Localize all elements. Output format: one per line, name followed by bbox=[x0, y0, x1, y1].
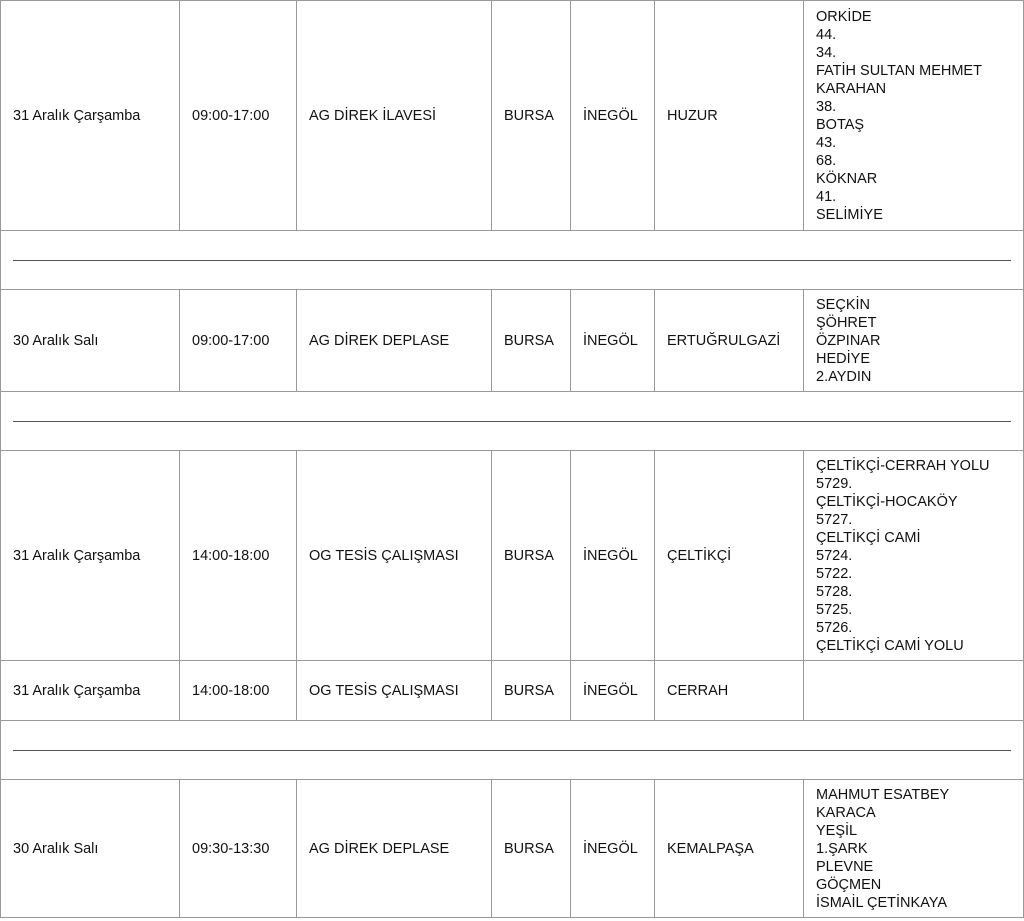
time-cell: 09:30-13:30 bbox=[180, 780, 297, 918]
district-cell: İNEGÖL bbox=[571, 290, 655, 392]
street-item: 5729. bbox=[816, 475, 853, 492]
street-item: 5726. bbox=[816, 619, 853, 636]
table-row bbox=[1, 290, 1024, 392]
district-cell: İNEGÖL bbox=[571, 661, 655, 721]
table-row bbox=[1, 1, 1024, 231]
table-row bbox=[1, 661, 1024, 721]
district-cell: İNEGÖL bbox=[571, 1, 655, 231]
street-item: GÖÇMEN bbox=[816, 876, 882, 893]
divider bbox=[13, 260, 1011, 261]
street-item: YEŞİL bbox=[816, 822, 858, 839]
street-item: KARACA bbox=[816, 804, 876, 821]
street-item: ŞÖHRET bbox=[816, 314, 877, 331]
street-item: 41. bbox=[816, 188, 837, 205]
neighborhood-cell: KEMALPAŞA bbox=[655, 780, 804, 918]
streets-cell bbox=[804, 451, 1024, 661]
province-cell: BURSA bbox=[492, 661, 571, 721]
work-type-cell: AG DİREK DEPLASE bbox=[297, 290, 492, 392]
separator-row bbox=[1, 721, 1024, 780]
street-item: HEDİYE bbox=[816, 350, 870, 367]
street-item: 5724. bbox=[816, 547, 853, 564]
time-cell: 09:00-17:00 bbox=[180, 1, 297, 231]
street-item: 38. bbox=[816, 98, 837, 115]
neighborhood-cell: ERTUĞRULGAZİ bbox=[655, 290, 804, 392]
street-item: 68. bbox=[816, 152, 837, 169]
street-item: ORKİDE bbox=[816, 8, 872, 25]
streets-cell bbox=[804, 1, 1024, 231]
street-item: 5727. bbox=[816, 511, 853, 528]
street-item: 5728. bbox=[816, 583, 853, 600]
work-type-cell: AG DİREK DEPLASE bbox=[297, 780, 492, 918]
date-cell: 30 Aralık Salı bbox=[1, 290, 180, 392]
street-item: BOTAŞ bbox=[816, 116, 865, 133]
street-item: KARAHAN bbox=[816, 80, 887, 97]
street-item: KÖKNAR bbox=[816, 170, 878, 187]
province-cell: BURSA bbox=[492, 451, 571, 661]
work-type-cell: OG TESİS ÇALIŞMASI bbox=[297, 661, 492, 721]
street-item: 34. bbox=[816, 44, 837, 61]
street-item: ÇELTİKÇİ CAMİ YOLU bbox=[816, 637, 964, 654]
separator-row bbox=[1, 392, 1024, 451]
street-item: ÇELTİKÇİ-HOCAKÖY bbox=[816, 493, 958, 510]
divider bbox=[13, 750, 1011, 751]
street-item: 2.AYDIN bbox=[816, 368, 872, 385]
district-cell: İNEGÖL bbox=[571, 780, 655, 918]
street-item: ÖZPINAR bbox=[816, 332, 881, 349]
streets-cell bbox=[804, 780, 1024, 918]
district-cell: İNEGÖL bbox=[571, 451, 655, 661]
date-cell: 31 Aralık Çarşamba bbox=[1, 451, 180, 661]
street-item: İSMAİL ÇETİNKAYA bbox=[816, 894, 948, 911]
work-type-cell: OG TESİS ÇALIŞMASI bbox=[297, 451, 492, 661]
street-item: 44. bbox=[816, 26, 837, 43]
table-row bbox=[1, 451, 1024, 661]
street-item: PLEVNE bbox=[816, 858, 874, 875]
time-cell: 09:00-17:00 bbox=[180, 290, 297, 392]
date-cell: 31 Aralık Çarşamba bbox=[1, 1, 180, 231]
neighborhood-cell: ÇELTİKÇİ bbox=[655, 451, 804, 661]
street-item: SEÇKİN bbox=[816, 296, 870, 313]
streets-cell bbox=[804, 290, 1024, 392]
neighborhood-cell: CERRAH bbox=[655, 661, 804, 721]
street-item: FATİH SULTAN MEHMET bbox=[816, 62, 982, 79]
street-item: ÇELTİKÇİ CAMİ bbox=[816, 529, 921, 546]
separator-row bbox=[1, 231, 1024, 290]
streets-cell bbox=[804, 661, 1024, 721]
time-cell: 14:00-18:00 bbox=[180, 661, 297, 721]
province-cell: BURSA bbox=[492, 1, 571, 231]
work-type-cell: AG DİREK İLAVESİ bbox=[297, 1, 492, 231]
time-cell: 14:00-18:00 bbox=[180, 451, 297, 661]
street-item: 5722. bbox=[816, 565, 853, 582]
date-cell: 30 Aralık Salı bbox=[1, 780, 180, 918]
province-cell: BURSA bbox=[492, 780, 571, 918]
street-item: SELİMİYE bbox=[816, 206, 883, 223]
date-cell: 31 Aralık Çarşamba bbox=[1, 661, 180, 721]
street-item: ÇELTİKÇİ-CERRAH YOLU bbox=[816, 457, 990, 474]
table-row bbox=[1, 780, 1024, 918]
street-item: 1.ŞARK bbox=[816, 840, 868, 857]
street-item: 5725. bbox=[816, 601, 853, 618]
divider bbox=[13, 421, 1011, 422]
province-cell: BURSA bbox=[492, 290, 571, 392]
street-item: MAHMUT ESATBEY bbox=[816, 786, 950, 803]
street-item: 43. bbox=[816, 134, 837, 151]
neighborhood-cell: HUZUR bbox=[655, 1, 804, 231]
